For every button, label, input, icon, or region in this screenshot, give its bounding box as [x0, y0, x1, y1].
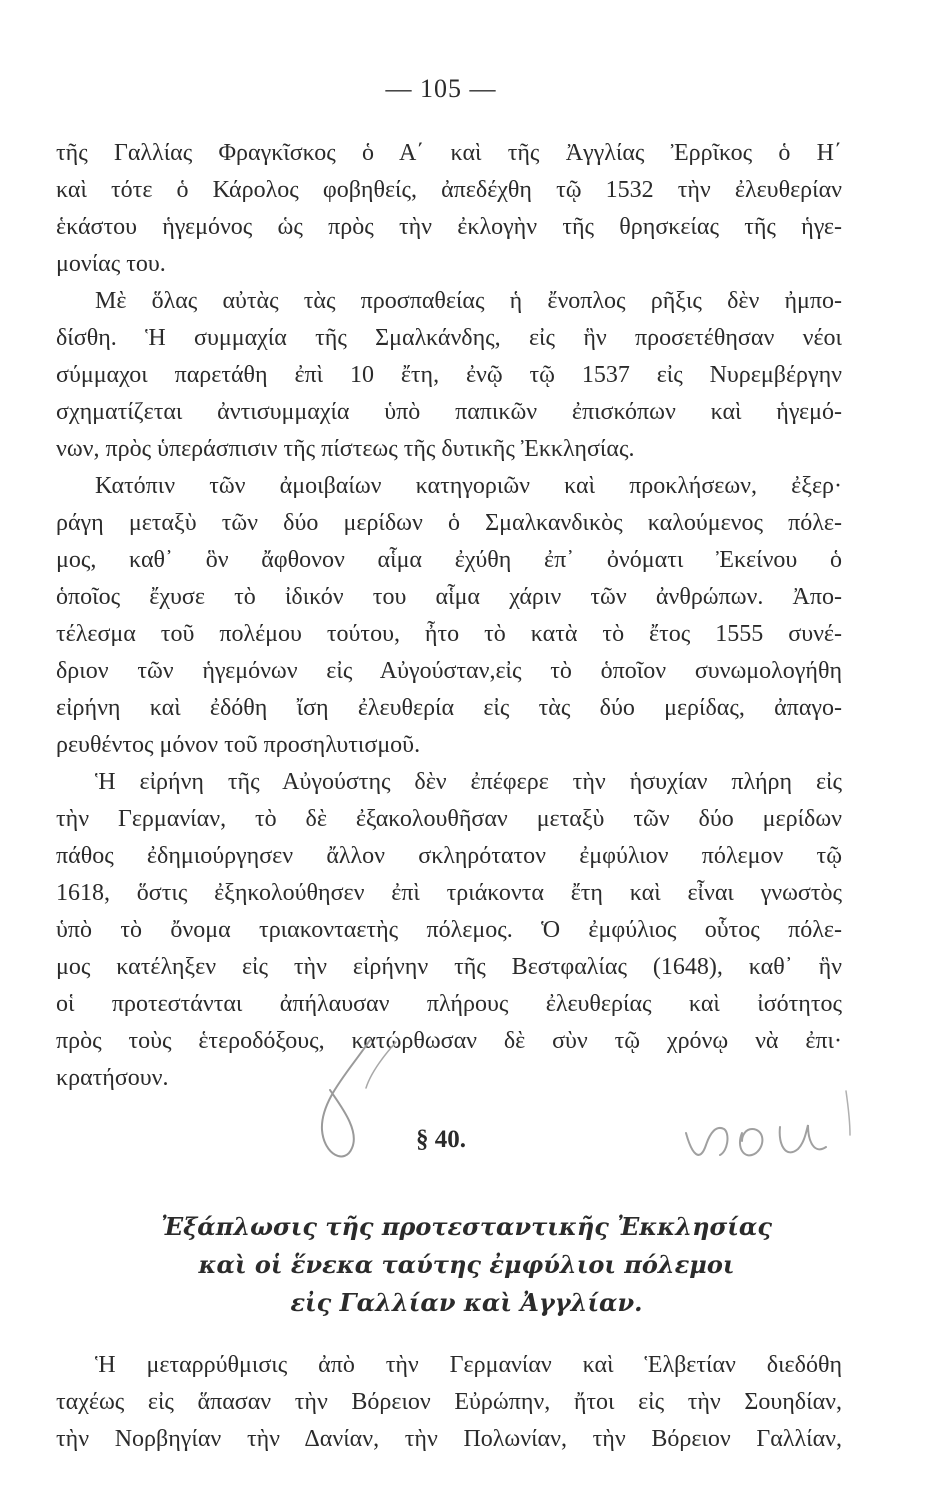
text-line: τέλεσμα τοῦ πολέμου τούτου, ἦτο τὸ κατὰ τὸ ἔτος 1555 συνέ- — [56, 621, 842, 647]
text-line: νων, πρὸς ὑπεράσπισιν τῆς πίστεως τῆς δυτικῆς Ἐκκλησίας. — [56, 436, 635, 462]
text-line: ταχέως εἰς ἅπασαν τὴν Βόρειον Εὐρώπην, ἤτοι εἰς τὴν Σουηδίαν, — [56, 1389, 842, 1415]
text-line: κρατήσουν. — [56, 1065, 169, 1091]
text-line: ὑπὸ τὸ ὄνομα τριακονταετὴς πόλεμος. Ὁ ἐμφύλιος οὗτος πόλε- — [56, 917, 842, 943]
text-line: μονίας του. — [56, 251, 166, 277]
text-line: τὴν Νορβηγίαν τὴν Δανίαν, τὴν Πολωνίαν, τὴν Βόρειον Γαλλίαν, — [56, 1426, 842, 1452]
text-line: καὶ τότε ὁ Κάρολος φοβηθείς, ἀπεδέχθη τῷ 1532 τὴν ἐλευθερίαν — [56, 177, 842, 203]
page-number: — 105 — — [385, 74, 497, 103]
text-line: εἰρήνη καὶ ἐδόθη ἴση ἐλευθερία εἰς τὰς δύο μερίδας, ἀπαγο- — [56, 695, 842, 721]
text-line: Ἡ εἰρήνη τῆς Αὐγούστης δὲν ἐπέφερε τὴν ἡσυχίαν πλήρη εἰς — [95, 769, 842, 795]
section-heading-line: εἰς Γαλλίαν καὶ Ἀγγλίαν. — [290, 1288, 643, 1317]
text-line: τὴν Γερμανίαν, τὸ δὲ ἐξακολουθῆσαν μεταξὺ τῶν δύο μερίδων — [56, 806, 842, 832]
text-line: σύμμαχοι παρετάθη ἐπὶ 10 ἔτη, ἐνῷ τῷ 1537 εἰς Νυρεμβέργην — [56, 362, 842, 388]
text-line: Κατόπιν τῶν ἀμοιβαίων κατηγοριῶν καὶ προκλήσεων, ἐξερ· — [95, 473, 842, 499]
text-line: ρευθέντος μόνον τοῦ προσηλυτισμοῦ. — [56, 732, 421, 758]
text-line: Μὲ ὅλας αὐτὰς τὰς προσπαθείας ἡ ἔνοπλος ρῆξις δὲν ἠμπο- — [95, 288, 842, 314]
text-line: σχηματίζεται ἀντισυμμαχία ὑπὸ παπικῶν ἐπισκόπων καὶ ἡγεμό- — [56, 399, 842, 425]
text-line: δριον τῶν ἡγεμόνων εἰς Αὐγούσταν,εἰς τὸ ὁποῖον συνωμολογήθη — [56, 658, 842, 684]
text-line: πρὸς τοὺς ἑτεροδόξους, κατώρθωσαν δὲ σὺν τῷ χρόνῳ νὰ ἐπι· — [56, 1028, 842, 1054]
text-line: μος κατέληξεν εἰς τὴν εἰρήνην τῆς Βεστφαλίας (1648), καθ᾿ ἣν — [56, 954, 842, 980]
text-line: δίσθη. Ἡ συμμαχία τῆς Σμαλκάνδης, εἰς ἣν προσετέθησαν νέοι — [56, 325, 842, 351]
text-line: Ἡ μεταρρύθμισις ἀπὸ τὴν Γερμανίαν καὶ Ἑλβετίαν διεδόθη — [95, 1352, 842, 1378]
section-heading-line: καὶ οἱ ἕνεκα ταύτης ἐμφύλιοι πόλεμοι — [198, 1250, 735, 1279]
text-line: ράγη μεταξὺ τῶν δύο μερίδων ὁ Σμαλκανδικὸς καλούμενος πόλε- — [56, 510, 842, 536]
text-line: οἱ προτεστάνται ἀπήλαυσαν πλήρους ἐλευθερίας καὶ ἰσότητος — [56, 991, 842, 1017]
section-number: § 40. — [416, 1126, 466, 1153]
text-line: πάθος ἐδημιούργησεν ἄλλον σκληρότατον ἐμφύλιον πόλεμον τῷ — [56, 843, 842, 869]
text-line: ἑκάστου ἡγεμόνος ὡς πρὸς τὴν ἐκλογὴν τῆς θρησκείας τῆς ἡγε- — [56, 214, 842, 240]
text-line: τῆς Γαλλίας Φραγκῖσκος ὁ Α΄ καὶ τῆς Ἀγγλίας Ἐρρῖκος ὁ Η΄ — [56, 140, 842, 166]
text-line: 1618, ὅστις ἐξηκολούθησεν ἐπὶ τριάκοντα ἔτη καὶ εἶναι γνωστὸς — [56, 880, 842, 906]
text-line: μος, καθ᾿ ὃν ἄφθονον αἷμα ἐχύθη ἐπ᾿ ὀνόματι Ἐκείνου ὁ — [56, 547, 842, 573]
section-heading-line: Ἐξάπλωσις τῆς προτεσταντικῆς Ἐκκλησίας — [161, 1212, 772, 1241]
text-line: ὁποῖος ἔχυσε τὸ ἰδικόν του αἷμα χάριν τῶν ἀνθρώπων. Ἀπο- — [56, 584, 842, 610]
